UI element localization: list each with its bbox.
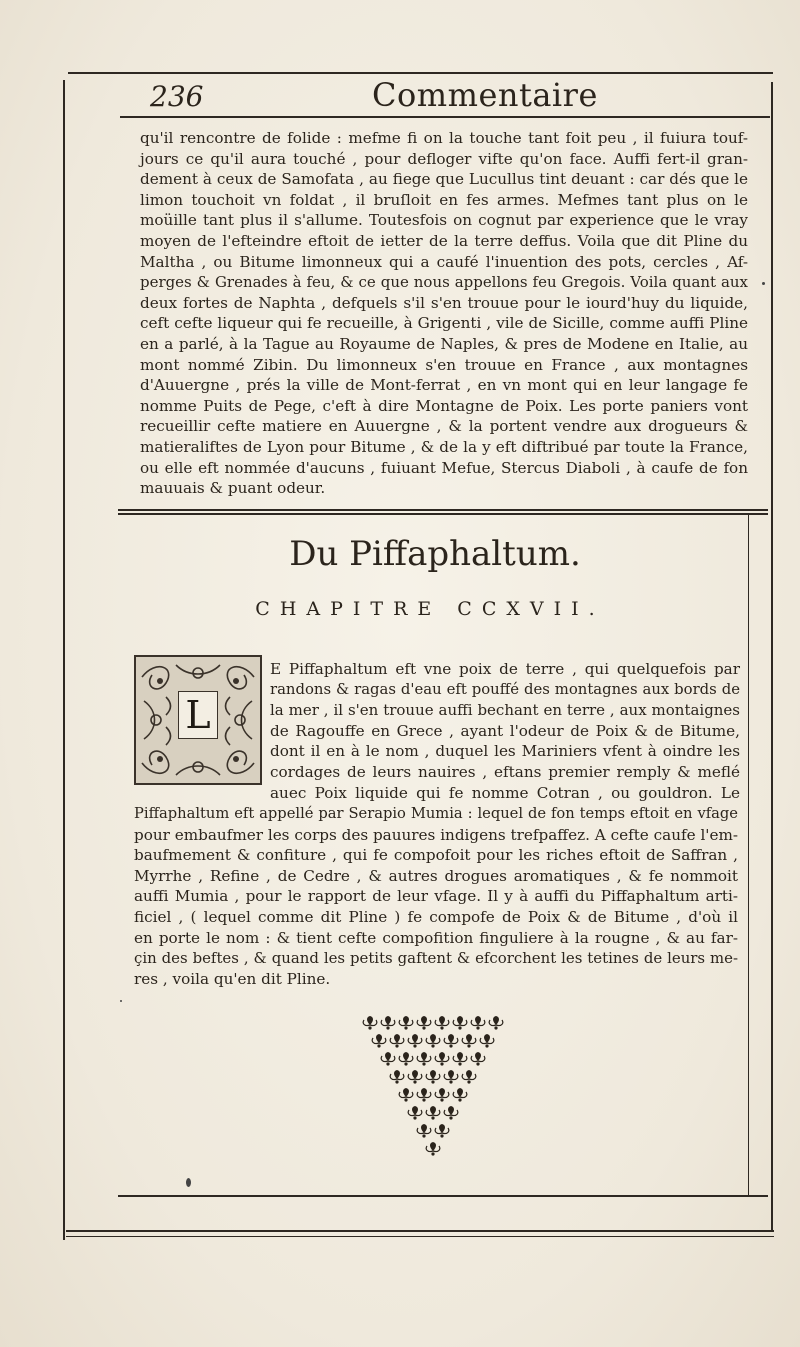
chapter-text-block (134, 804, 738, 989)
text-line: ceft cefte liqueur qui fe recueille, à Grigenti , vile de Sicille, comme auffi Pline (140, 314, 748, 333)
text-line: en a parlé, à la Tague au Royaume de Naples, & pres de Modene en Italie, au (140, 334, 748, 353)
top-rule (68, 72, 773, 74)
text-line: randons & ragas d'eau eft pouffé des montagnes aux bords de (270, 680, 740, 698)
decorated-initial (134, 655, 262, 785)
text-line: ou elle eft nommée d'aucuns , fuiuant Mefue, Stercus Diaboli , à caufe de fon (140, 458, 748, 477)
bottom-rule-3 (66, 1236, 774, 1237)
text-line: Piffaphaltum eft appellé par Serapio Mumia : lequel de fon temps eftoit en vfage (134, 805, 738, 822)
text-line: en porte le nom : & tient cefte compofition finguliere à la rougne , & au far- (134, 928, 738, 947)
text-line: dement à ceux de Samofata , au fiege que Lucullus tint deuant : car dés que le (140, 170, 748, 189)
page-number: 236 (150, 80, 204, 113)
running-title: Commentaire (372, 76, 598, 114)
text-line: mauuais & puant odeur. (140, 479, 326, 498)
header-underline (120, 116, 770, 118)
commentary-text-block (140, 128, 748, 499)
text-line: qu'il rencontre de folide : mefme fi on la touche tant foit peu , il fuiura touf- (140, 129, 748, 147)
chapter-number: CHAPITRE CCXVII. (255, 598, 605, 620)
text-line: baufmement & confiture , qui fe compofoit pour les riches eftoit de Saffran , (134, 846, 738, 865)
text-line: la mer , il s'en trouue auffi bechant en terre , aux montaignes (270, 701, 740, 720)
ink-speck (186, 1178, 191, 1187)
text-line: mont nommé Zibin. Du limonneux s'en trouue en France , aux montagnes (140, 355, 748, 374)
chapter-text-beside-initial (270, 659, 740, 803)
text-line: Maltha , ou Bitume limonneux qui a caufé l'inuention des pots, cercles , Af- (140, 252, 748, 271)
text-line: matieraliftes de Lyon pour Bitume , & de la y eft diftribué par toute la France, (140, 437, 748, 456)
ink-speck (762, 282, 765, 285)
text-line: perges & Grenades à feu, & ce que nous appellons feu Gregois. Voila quant aux (140, 273, 748, 292)
left-margin-rule (63, 80, 65, 1240)
text-line: dont il en à le nom , duquel les Mariniers vfent à oindre les (270, 742, 740, 761)
text-line: moüille tant plus il s'allume. Toutesfois on cognut par experience que le vray (140, 211, 748, 230)
fleuron-tailpiece-icon (360, 1015, 510, 1170)
text-line: ficiel , ( lequel comme dit Pline ) fe compofe de Poix & de Bitume , d'où il (134, 907, 738, 926)
text-line: auffi Mumia , pour le rapport de leur vfage. Il y à auffi du Piffaphaltum arti- (134, 887, 738, 906)
text-line: auec Poix liquide qui fe nomme Cotran , ou gouldron. Le (270, 783, 740, 802)
text-line: deux fortes de Naphta , defquels s'il s'en trouue pour le iourd'huy du liquide, (140, 293, 748, 312)
bottom-rule-1 (118, 1195, 768, 1197)
section-rule-top (118, 509, 768, 511)
text-line: res , voila qu'en dit Pline. (134, 969, 331, 988)
chapter-title: Du Piffaphaltum. (289, 534, 581, 574)
text-line: d'Auuergne , prés la ville de Mont-ferrat , en vn mont qui en leur langage fe (140, 376, 748, 395)
text-line: nomme Puits de Pege, c'eft à dire Montagne de Poix. Les porte paniers vont (140, 396, 748, 415)
bottom-rule-2 (66, 1230, 774, 1232)
ink-speck (120, 1000, 122, 1002)
right-margin-rule (771, 82, 773, 1232)
text-line: jours ce qu'il aura touché , pour defloger vifte qu'on face. Auffi fert-il gran- (140, 149, 748, 168)
text-line: çin des beftes , & quand les petits gaftent & efcorchent les tetines de leurs me- (134, 949, 738, 968)
text-line: cordages de leurs nauires , eftans premier remply & meflé (270, 762, 740, 781)
text-line: Myrrhe , Refine , de Cedre , & autres drogues aromatiques , & fe nommoit (134, 866, 738, 885)
text-line: E Piffaphaltum eft vne poix de terre , qui quelquefois par (270, 660, 740, 678)
text-line: recueillir cefte matiere en Auuergne , & la portent vendre aux drogueurs & (140, 417, 748, 436)
text-line: pour embaufmer les corps des pauures indigens trefpaffez. A cefte caufe l'em- (134, 825, 738, 844)
text-line: limon touchoit vn foldat , il bruſloit en fes armes. Mefmes tant plus on le (140, 190, 748, 209)
section-rule-bottom (118, 513, 768, 515)
text-line: moyen de l'efteindre eftoit de ietter de la terre deffus. Voila que dit Pline du (140, 231, 748, 250)
text-line: de Ragouffe en Grece , ayant l'odeur de Poix & de Bitume, (270, 721, 740, 740)
initial-letter: L (178, 691, 218, 739)
